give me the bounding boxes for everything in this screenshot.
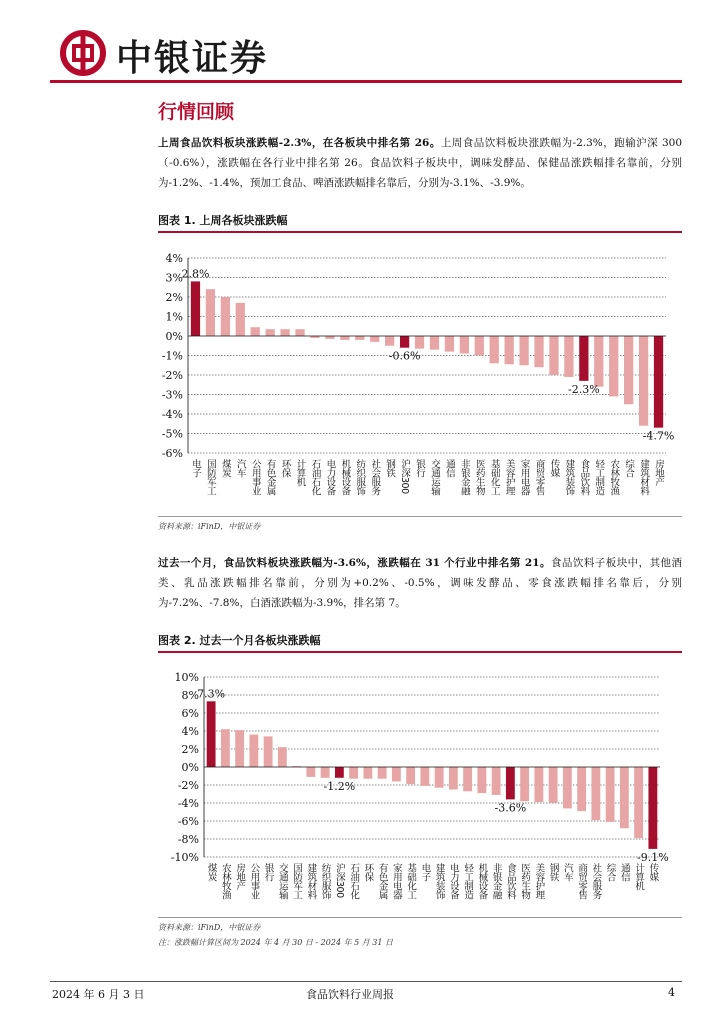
y-tick-label: 2%	[165, 291, 183, 304]
x-category-label: 电子	[189, 459, 201, 477]
y-tick-label: -10%	[170, 851, 199, 864]
x-category-label: 通信	[618, 863, 630, 881]
x-category-label: 交通运输	[276, 863, 288, 899]
x-category-label: 纺织服饰	[354, 459, 366, 495]
x-category-label: 机械设备	[476, 863, 488, 899]
bar	[266, 329, 275, 336]
y-tick-label: 4%	[181, 725, 199, 738]
bar	[306, 767, 315, 777]
bar	[420, 767, 429, 786]
x-category-label: 建筑材料	[305, 863, 317, 899]
x-category-label: 基础化工	[405, 863, 417, 899]
x-category-label: 有色金属	[264, 459, 276, 495]
bar	[335, 767, 344, 778]
data-label: -1.2%	[323, 779, 356, 793]
x-category-label: 食品饮料	[504, 863, 516, 899]
bar	[577, 767, 586, 811]
header-divider	[50, 80, 682, 83]
bar	[321, 767, 330, 778]
x-category-label: 计算机	[294, 459, 306, 486]
x-category-label: 商贸零售	[533, 459, 545, 495]
x-category-label: 沪深300	[399, 459, 411, 494]
bar	[435, 767, 444, 788]
y-tick-label: 0%	[181, 761, 199, 774]
figure1-title: 图表 1. 上周各板块涨跌幅	[158, 214, 288, 227]
bar	[249, 735, 258, 767]
x-category-label: 非银金融	[490, 863, 502, 899]
bar	[325, 336, 334, 339]
bar	[549, 336, 558, 375]
y-tick-label: -3%	[161, 388, 183, 402]
y-tick-label: -6%	[177, 815, 199, 828]
x-category-label: 家用电器	[390, 863, 402, 899]
bar	[519, 336, 528, 365]
paragraph-monthly-lead: 过去一个月，食品饮料板块涨跌幅为-3.6%，涨跌幅在 31 个行业中排名第 21。	[158, 557, 551, 569]
bar	[370, 336, 379, 342]
figure2-note: 注：涨跌幅计算区间为 2024 年 4 月 30 日 - 2024 年 5 月 31 日	[158, 938, 394, 947]
x-category-label: 电子	[419, 863, 431, 881]
paragraph-weekly-body: 上周食品饮料板块涨跌幅为-2.3%，跑输沪深 300（-0.6%），涨跌幅在各行业中排名第 26。食品饮料子板块中，调味发酵品、保健品涨跌幅排名靠前，分别为-1.2%、-1.4%，预加工食品、啤酒涨跌幅排名靠后，分别为-3.1%、-3.9%。	[158, 137, 682, 189]
bar	[264, 736, 273, 767]
x-category-label: 钢铁	[384, 459, 396, 477]
figure1-source: 资料来源：iFinD，中银证券	[158, 522, 261, 531]
bar	[355, 336, 364, 340]
x-category-label: 电力设备	[324, 459, 336, 495]
x-category-label: 综合	[623, 459, 635, 477]
x-category-label: 综合	[604, 863, 616, 881]
x-category-label: 社会服务	[369, 459, 381, 495]
y-tick-label: 2%	[181, 743, 199, 756]
figure2-top-rule	[158, 651, 682, 653]
footer-title: 食品饮料行业周报	[306, 988, 394, 1001]
x-category-label: 家用电器	[518, 459, 530, 495]
footer-divider	[50, 981, 682, 982]
x-category-label: 有色金属	[376, 863, 388, 899]
bar	[564, 336, 573, 377]
x-category-label: 石油石化	[348, 863, 360, 899]
bar	[609, 336, 618, 396]
x-category-label: 汽车	[561, 863, 573, 881]
x-category-label: 轻工制造	[593, 459, 605, 495]
x-category-label: 建筑装饰	[563, 459, 575, 495]
x-category-label: 煤炭	[205, 863, 217, 881]
y-tick-label: -8%	[177, 833, 199, 846]
bar	[392, 767, 401, 781]
y-tick-label: -2%	[161, 369, 183, 382]
data-label: 2.8%	[181, 267, 210, 281]
footer-date: 2024 年 6 月 3 日	[52, 988, 145, 1001]
x-category-label: 美容护理	[533, 863, 545, 899]
figure2-source: 资料来源：iFinD，中银证券	[158, 923, 261, 932]
x-category-label: 医药生物	[473, 459, 485, 495]
bar	[430, 336, 439, 350]
bar	[221, 297, 230, 336]
figure1-bottom-rule	[158, 516, 682, 517]
bank-of-china-logo-icon	[60, 30, 106, 76]
data-label: 7.3%	[197, 687, 226, 701]
x-category-label: 计算机	[633, 863, 645, 890]
figure2-chart	[158, 660, 682, 915]
x-category-label: 基础化工	[488, 459, 500, 495]
bar	[591, 767, 600, 820]
figure2-bottom-rule	[158, 917, 682, 918]
bar	[579, 336, 588, 381]
y-tick-label: 0%	[165, 330, 183, 343]
x-category-label: 社会服务	[590, 863, 602, 899]
x-category-label: 非银金融	[458, 459, 470, 495]
bar	[251, 327, 260, 336]
x-category-label: 汽车	[234, 459, 246, 477]
x-category-label: 食品饮料	[578, 459, 590, 495]
y-tick-label: -6%	[161, 447, 183, 460]
y-tick-label: 3%	[165, 271, 183, 285]
bar	[449, 767, 458, 790]
x-category-label: 农林牧渔	[608, 459, 620, 495]
y-tick-label: -4%	[161, 408, 183, 421]
brand-name: 中银证券	[116, 38, 269, 79]
y-tick-label: -4%	[177, 797, 199, 810]
bar	[460, 336, 469, 354]
x-category-label: 国防军工	[204, 459, 216, 495]
bar	[534, 767, 543, 802]
bar	[280, 329, 289, 336]
x-category-label: 纺织服饰	[319, 863, 331, 899]
x-category-label: 环保	[279, 459, 291, 477]
bar	[594, 336, 603, 387]
data-label: -0.6%	[388, 349, 421, 363]
x-category-label: 交通运输	[428, 459, 440, 495]
x-category-label: 钢铁	[547, 863, 559, 881]
x-category-label: 建筑材料	[638, 459, 650, 495]
figure1-top-rule	[158, 231, 682, 233]
y-tick-label: 8%	[181, 689, 199, 702]
section-title: 行情回顾	[158, 101, 235, 123]
y-tick-label: -1%	[161, 349, 183, 363]
bar	[221, 729, 230, 767]
figure1-chart	[158, 240, 682, 515]
bar	[606, 767, 615, 822]
x-category-label: 房地产	[234, 863, 246, 890]
y-tick-label: 10%	[174, 671, 199, 684]
x-category-label: 银行	[414, 459, 426, 477]
bar	[654, 336, 663, 428]
x-category-label: 传媒	[548, 459, 560, 477]
data-label: -3.6%	[494, 801, 527, 815]
bar	[406, 767, 415, 784]
bar	[278, 747, 287, 767]
paragraph-monthly	[158, 553, 682, 613]
bar	[415, 336, 424, 349]
bar	[235, 730, 244, 767]
x-category-label: 美容护理	[503, 459, 515, 495]
y-tick-label: -5%	[161, 427, 183, 441]
bar	[634, 767, 643, 838]
figure2-title: 图表 2. 过去一个月各板块涨跌幅	[158, 634, 321, 647]
bar	[385, 336, 394, 346]
bar	[445, 336, 454, 352]
bar	[549, 767, 558, 803]
bar	[363, 767, 372, 779]
bar	[236, 303, 245, 336]
bar	[505, 336, 514, 364]
bar	[506, 767, 515, 799]
paragraph-weekly-lead: 上周食品饮料板块涨跌幅-2.3%，在各板块中排名第 26。	[158, 137, 441, 149]
bar	[207, 701, 216, 767]
bar	[349, 767, 358, 779]
bar	[400, 336, 409, 348]
bar	[475, 336, 484, 356]
y-tick-label: 6%	[181, 707, 199, 720]
bar	[463, 767, 472, 791]
bar	[492, 767, 501, 795]
x-category-label: 石油石化	[309, 459, 321, 495]
x-category-label: 医药生物	[519, 863, 531, 899]
bar	[620, 767, 629, 828]
bar	[563, 767, 572, 808]
bar	[648, 767, 657, 849]
x-category-label: 公用事业	[249, 459, 261, 495]
bar	[477, 767, 486, 793]
x-category-label: 建筑装饰	[433, 863, 445, 899]
x-category-label: 房地产	[653, 459, 665, 486]
bar	[191, 281, 200, 336]
x-category-label: 电力设备	[447, 863, 459, 899]
x-category-label: 传媒	[647, 863, 659, 881]
bar	[624, 336, 633, 404]
y-tick-label: 1%	[165, 310, 183, 324]
x-category-label: 机械设备	[339, 459, 351, 495]
y-tick-label: -2%	[177, 779, 199, 792]
data-label: -9.1%	[637, 850, 669, 864]
bar	[206, 289, 215, 336]
x-category-label: 煤炭	[219, 459, 231, 477]
paragraph-monthly-body: 食品饮料子板块中，其他酒类、乳品涨跌幅排名靠前，分别为+0.2%、-0.5%，调味发酵品、零食涨跌幅排名靠后，分别为-7.2%、-7.8%，白酒涨跌幅为-3.9%，排名第 7。	[158, 557, 682, 609]
bar	[340, 336, 349, 340]
x-category-label: 沪深300	[333, 863, 345, 898]
x-category-label: 轻工制造	[462, 863, 474, 899]
paragraph-weekly	[158, 133, 682, 193]
x-category-label: 农林牧渔	[219, 863, 231, 899]
bar	[490, 336, 499, 363]
report-header	[50, 22, 680, 82]
x-category-label: 通信	[443, 459, 455, 477]
x-category-label: 银行	[262, 863, 274, 881]
bar	[520, 767, 529, 801]
x-category-label: 国防军工	[291, 863, 303, 899]
data-label: -4.7%	[642, 429, 675, 443]
data-label: -2.3%	[568, 382, 600, 396]
y-tick-label: 4%	[165, 252, 183, 265]
x-category-label: 环保	[362, 863, 374, 881]
x-category-label: 公用事业	[248, 863, 260, 899]
footer-page-number: 4	[668, 986, 675, 999]
bar	[639, 336, 648, 426]
bar	[378, 767, 387, 779]
x-category-label: 商贸零售	[576, 863, 588, 899]
bar	[295, 329, 304, 336]
bar	[534, 336, 543, 367]
